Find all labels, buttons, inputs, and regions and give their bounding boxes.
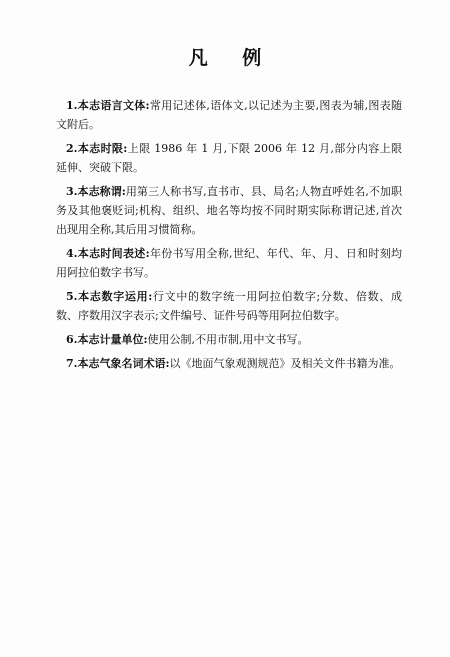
convention-label: 7.本志气象名词术语: [66,357,170,370]
convention-item-1 [56,96,402,134]
convention-text: 用第三人称书写,直书市、县、局名;人物直呼姓名,不加职务及其他褒贬词;机构、组织、地名等均按不同时期实际称谓记述,首次出现用全称,其后用习惯简称。 [56,185,403,236]
convention-item-2 [56,139,402,177]
convention-item-3 [56,182,402,239]
convention-text: 上限 1986 年 1 月,下限 2006 年 12 月,部分内容上限延伸、突破下限。 [56,142,402,174]
convention-label: 6.本志计量单位: [66,333,148,346]
convention-label: 3.本志称谓: [66,185,126,198]
convention-item-7 [56,354,402,373]
convention-text: 使用公制,不用市制,用中文书写。 [147,333,309,346]
convention-text: 行文中的数字统一用阿拉伯数字;分数、倍数、成数、序数用汉字表示;文件编号、证件号码等用阿拉伯数字。 [56,290,402,322]
page-title: 凡 例 [188,47,276,69]
convention-item-5 [56,287,402,325]
convention-text: 常用记述体,语体文,以记述为主要,图表为辅,图表随文附后。 [56,99,402,131]
convention-label: 1.本志语言文体: [66,99,150,112]
convention-label: 5.本志数字运用: [66,290,153,303]
convention-item-6 [56,330,402,349]
conventions-list [56,96,402,378]
convention-text: 年份书写用全称,世纪、年代、年、月、日和时刻均用阿拉伯数字书写。 [56,247,402,279]
convention-item-4 [56,244,402,282]
convention-label: 2.本志时限: [66,142,128,155]
convention-text: 以《地面气象观测规范》及相关文件书籍为准。 [169,357,401,370]
convention-label: 4.本志时间表述: [66,247,150,260]
